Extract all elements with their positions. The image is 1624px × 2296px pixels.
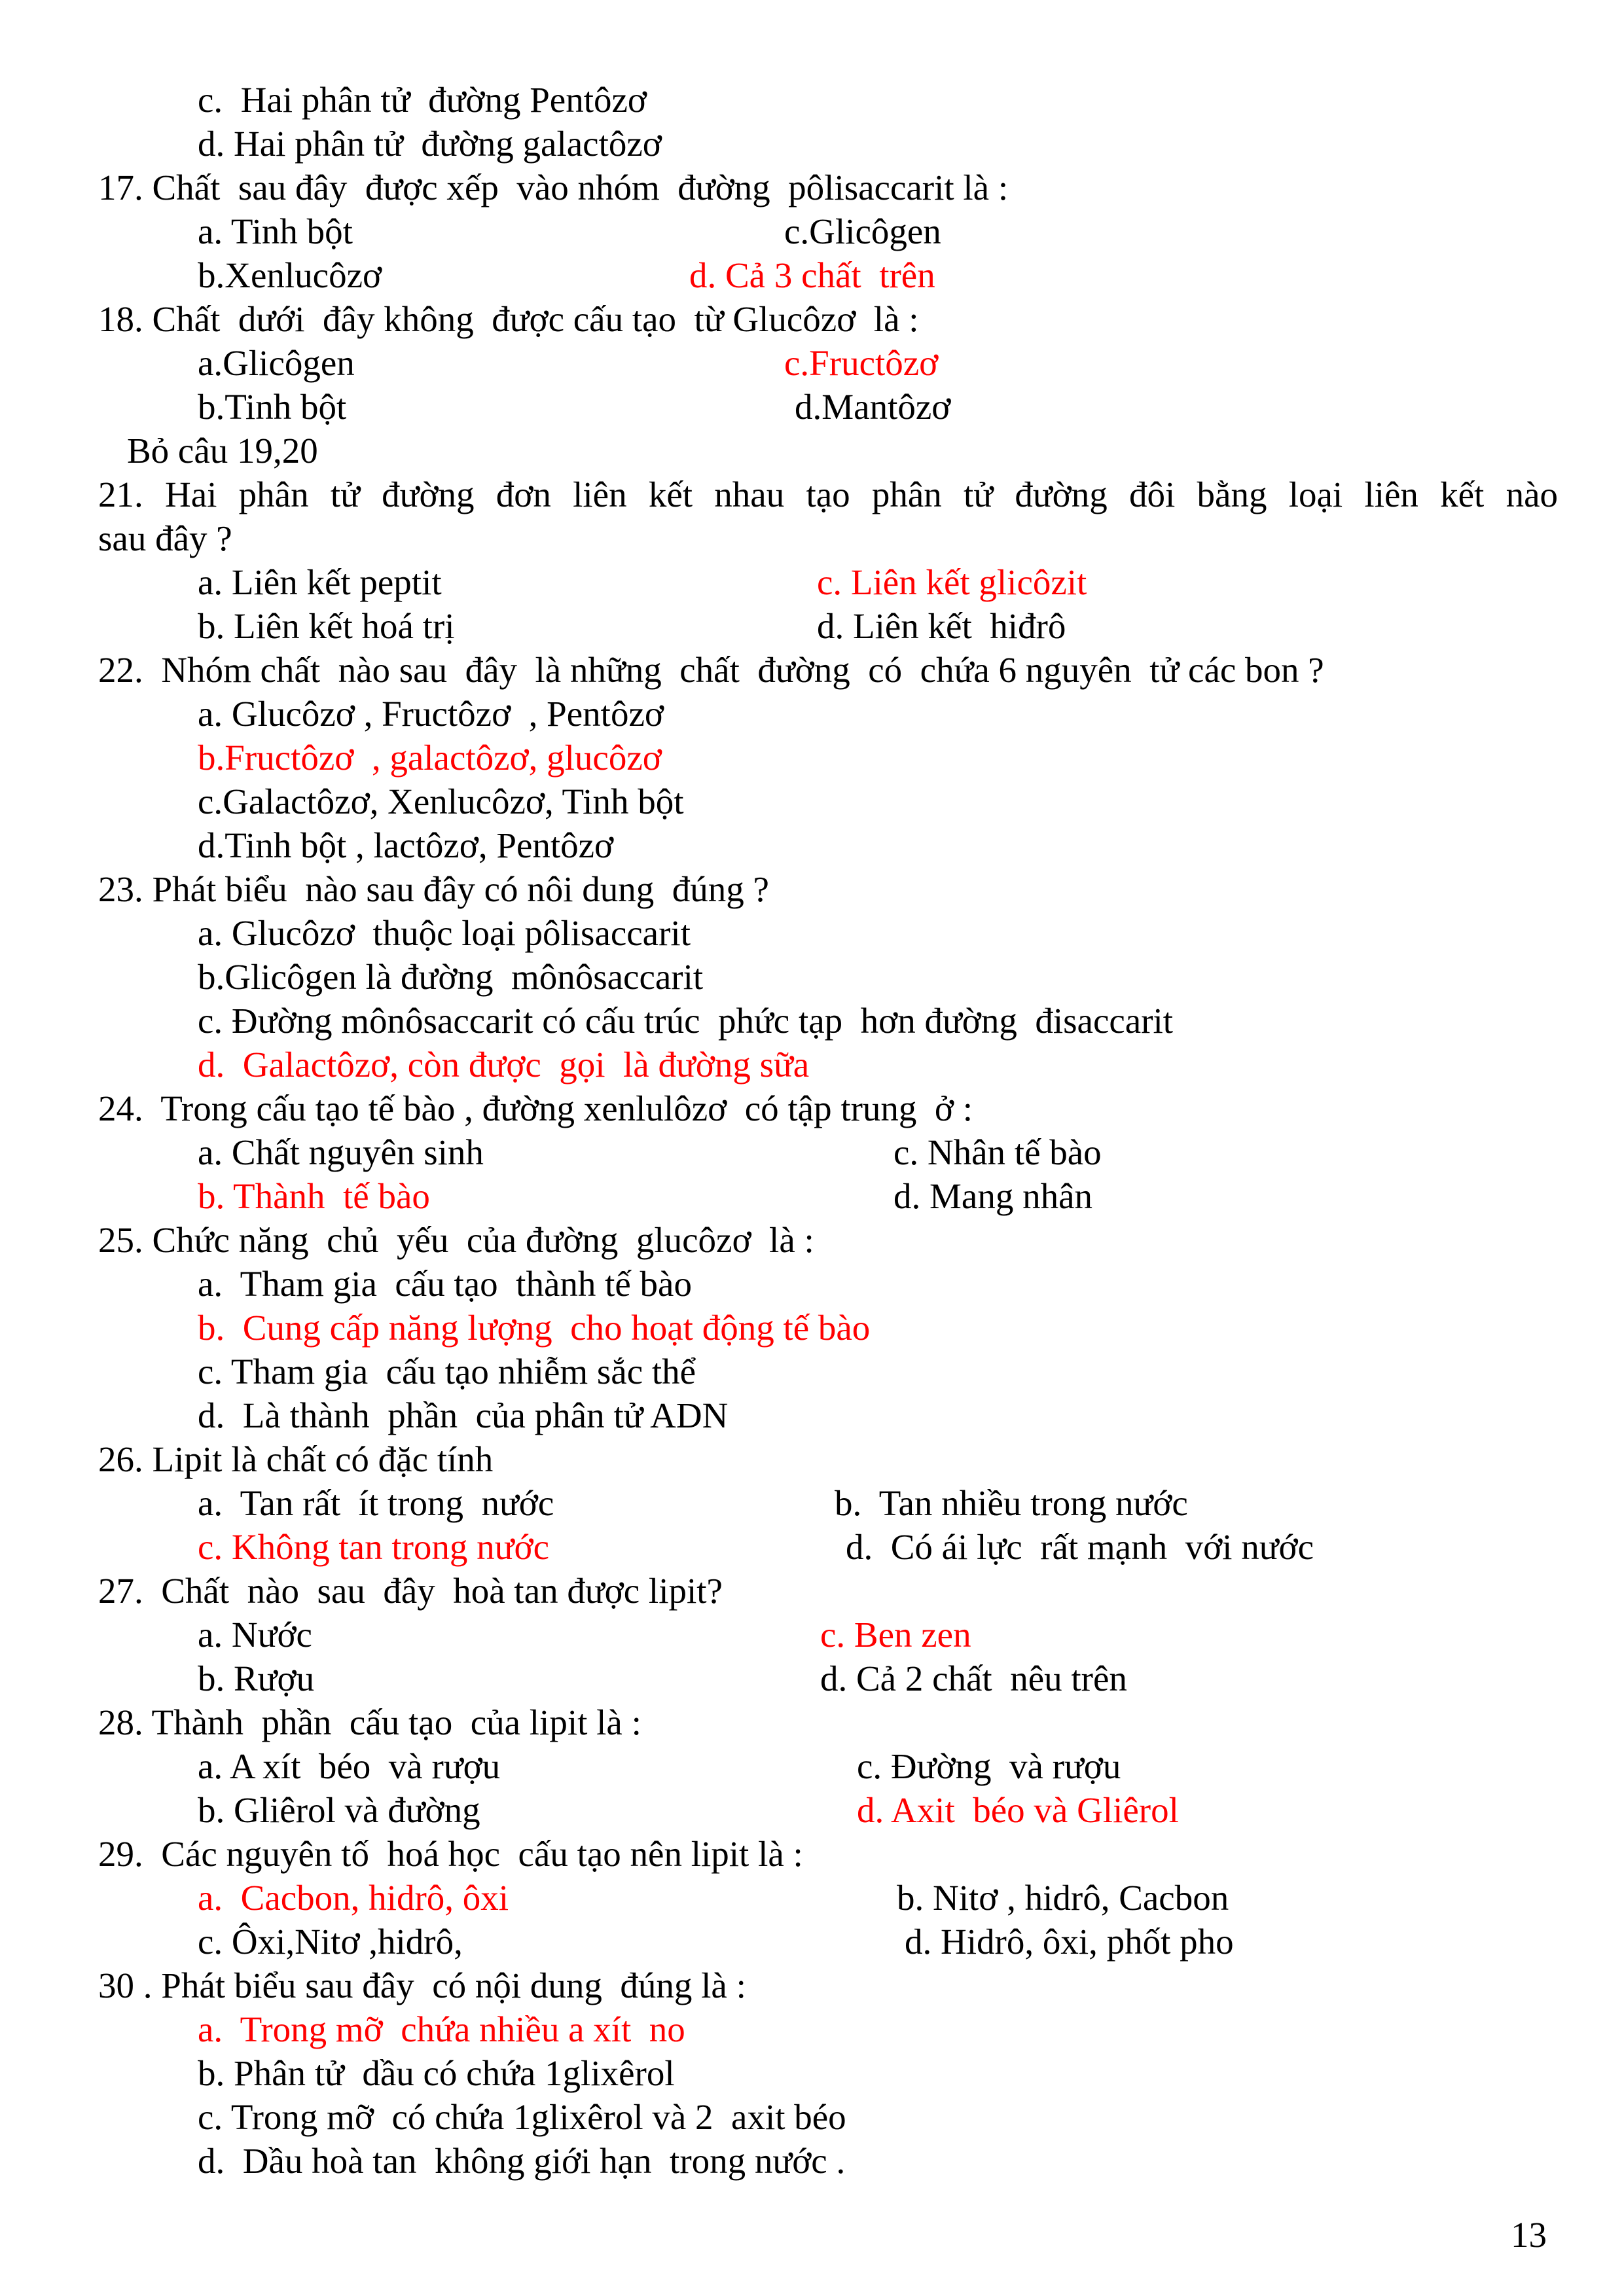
option-28b: b. Gliêrol và đường (198, 1790, 480, 1830)
option-27d: d. Cả 2 chất nêu trên (820, 1659, 1127, 1698)
option-17a: a. Tinh bột (198, 211, 353, 251)
option-30d: d. Dầu hoà tan không giới hạn trong nước . (198, 2141, 846, 2181)
option-17d-answer: d. Cả 3 chất trên (689, 255, 935, 295)
option-18b: b.Tinh bột (198, 387, 347, 427)
option-25d: d. Là thành phần của phân tử ADN (198, 1395, 729, 1435)
option-28c: c. Đường và rượu (857, 1746, 1121, 1786)
option-16d: d. Hai phân tử đường galactôzơ (198, 124, 662, 164)
question-23: 23. Phát biểu nào sau đây có nôi dung đúng ? (98, 869, 769, 909)
option-25a: a. Tham gia cấu tạo thành tế bào (198, 1264, 692, 1304)
option-27a: a. Nước (198, 1615, 312, 1655)
question-21: 21. Hai phân tử đường đơn liên kết nhau tạo phân tử đường đôi bằng loại liên kết nào (98, 475, 1558, 514)
option-30c: c. Trong mỡ có chứa 1glixêrol và 2 axit béo (198, 2097, 846, 2137)
option-18c-answer: c.Fructôzơ (784, 343, 939, 383)
option-24d: d. Mang nhân (893, 1176, 1092, 1216)
option-25c: c. Tham gia cấu tạo nhiễm sắc thể (198, 1352, 696, 1391)
note-skip-questions: Bỏ câu 19,20 (127, 431, 318, 471)
option-22d: d.Tinh bột , lactôzơ, Pentôzơ (198, 825, 614, 865)
option-21a: a. Liên kết peptit (198, 562, 442, 602)
question-22: 22. Nhóm chất nào sau đây là những chất đường có chứa 6 nguyên tử các bon ? (98, 650, 1324, 690)
question-26: 26. Lipit là chất có đặc tính (98, 1439, 494, 1479)
option-23c: c. Đường mônôsaccarit có cấu trúc phức tạp hơn đường đisaccarit (198, 1001, 1174, 1041)
option-29d: d. Hidrô, ôxi, phốt pho (905, 1922, 1234, 1962)
option-17b: b.Xenlucôzơ (198, 255, 382, 295)
option-30a-answer: a. Trong mỡ chứa nhiều a xít no (198, 2009, 685, 2049)
option-21b: b. Liên kết hoá trị (198, 606, 455, 646)
option-23b: b.Glicôgen là đường mônôsaccarit (198, 957, 704, 997)
option-29c: c. Ôxi,Nitơ ,hidrô, (198, 1922, 463, 1962)
option-23a: a. Glucôzơ thuộc loại pôlisaccarit (198, 913, 691, 953)
option-26c-answer: c. Không tan trong nước (198, 1527, 549, 1567)
option-18d: d.Mantôzơ (795, 387, 951, 427)
option-18a: a.Glicôgen (198, 343, 355, 383)
page-number: 13 (1511, 2215, 1547, 2255)
option-22c: c.Galactôzơ, Xenlucôzơ, Tinh bột (198, 781, 684, 821)
option-28d-answer: d. Axit béo và Gliêrol (857, 1790, 1179, 1830)
option-22b-answer: b.Fructôzơ , galactôzơ, glucôzơ (198, 738, 662, 778)
question-18: 18. Chất dưới đây không được cấu tạo từ Glucôzơ là : (98, 299, 919, 339)
question-27: 27. Chất nào sau đây hoà tan được lipit? (98, 1571, 723, 1611)
option-29a-answer: a. Cacbon, hidrô, ôxi (198, 1878, 509, 1918)
option-30b: b. Phân tử dầu có chứa 1glixêrol (198, 2053, 675, 2093)
option-21d: d. Liên kết hiđrô (817, 606, 1066, 646)
option-21c-answer: c. Liên kết glicôzit (817, 562, 1087, 602)
option-24a: a. Chất nguyên sinh (198, 1132, 484, 1172)
option-29b: b. Nitơ , hidrô, Cacbon (897, 1878, 1229, 1918)
option-22a: a. Glucôzơ , Fructôzơ , Pentôzơ (198, 694, 664, 734)
option-24c: c. Nhân tế bào (893, 1132, 1102, 1172)
option-17c: c.Glicôgen (784, 211, 941, 251)
option-26d: d. Có ái lực rất mạnh với nước (846, 1527, 1314, 1567)
option-28a: a. A xít béo và rượu (198, 1746, 501, 1786)
option-27c-answer: c. Ben zen (820, 1615, 971, 1655)
option-25b-answer: b. Cung cấp năng lượng cho hoạt động tế bào (198, 1308, 871, 1348)
question-17: 17. Chất sau đây được xếp vào nhóm đường pôlisaccarit là : (98, 168, 1009, 207)
option-26b: b. Tan nhiều trong nước (835, 1483, 1188, 1523)
option-24b-answer: b. Thành tế bào (198, 1176, 430, 1216)
question-25: 25. Chức năng chủ yếu của đường glucôzơ là : (98, 1220, 814, 1260)
question-24: 24. Trong cấu tạo tế bào , đường xenlulôzơ có tập trung ở : (98, 1088, 973, 1128)
option-27b: b. Rượu (198, 1659, 315, 1698)
question-30: 30 . Phát biểu sau đây có nội dung đúng là : (98, 1965, 746, 2005)
question-28: 28. Thành phần cấu tạo của lipit là : (98, 1702, 641, 1742)
question-21-continued: sau đây ? (98, 518, 232, 558)
question-29: 29. Các nguyên tố hoá học cấu tạo nên lipit là : (98, 1834, 803, 1874)
option-23d-answer: d. Galactôzơ, còn được gọi là đường sữa (198, 1045, 810, 1085)
option-26a: a. Tan rất ít trong nước (198, 1483, 554, 1523)
option-16c: c. Hai phân tử đường Pentôzơ (198, 80, 647, 120)
